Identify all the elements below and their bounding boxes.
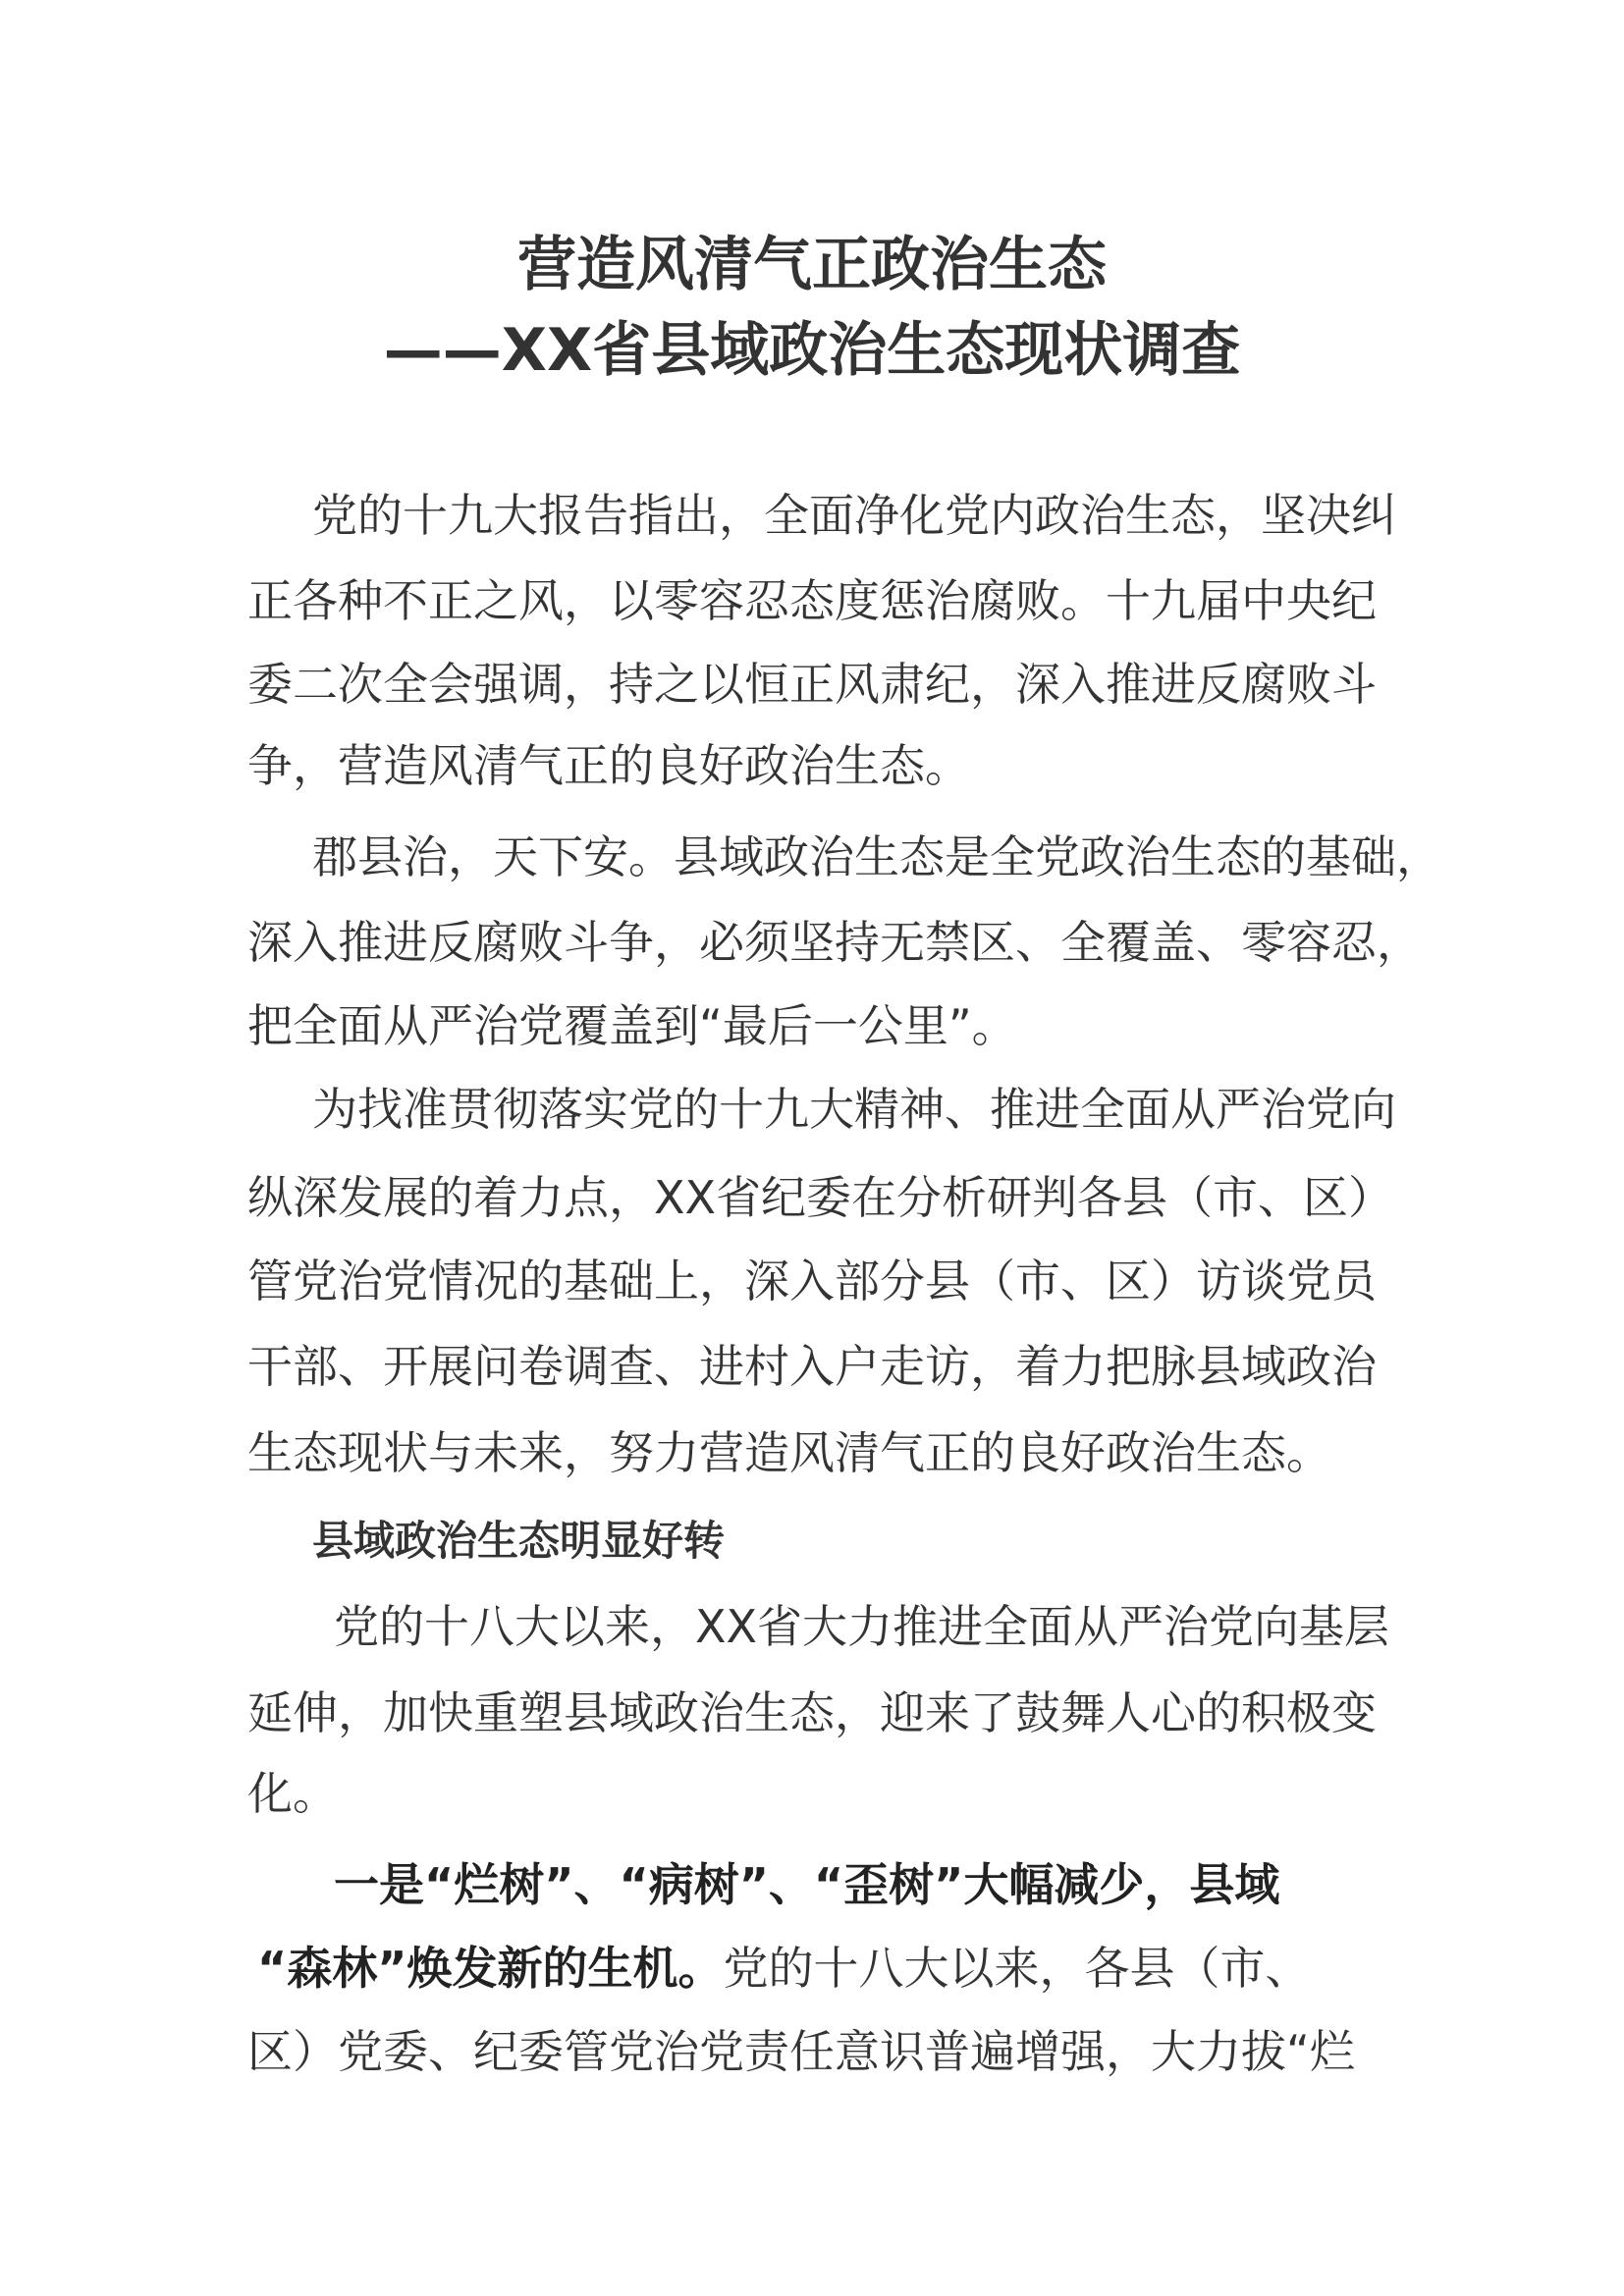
text-line: 管党治党情况的基础上，深入部分县（市、区）访谈党员 — [247, 1255, 1377, 1308]
text-line: 干部、开展问卷调查、进村入户走访，着力把脉县域政治 — [247, 1340, 1377, 1393]
text-segment: 党的十八大以来，各县（市、 — [723, 1942, 1311, 1995]
text-line: 委二次全会强调，持之以恒正风肃纪，深入推进反腐败斗 — [247, 658, 1377, 711]
title-subtitle: ——XX省县域政治生态现状调查 — [383, 316, 1241, 385]
text-line: 党的十九大报告指出，全面净化党内政治生态，坚决纠 — [312, 489, 1396, 542]
text-line: 化。 — [247, 1767, 338, 1820]
text-line: 郡县治，天下安。县域政治生态是全党政治生态的基础， — [312, 830, 1441, 883]
bold-lead: 一是“烂树”、“病树”、“歪树”大幅减少，县域 — [334, 1858, 1280, 1911]
text-line: 区）党委、纪委管党治党责任意识普遍增强，大力拔“烂 — [247, 2025, 1355, 2078]
text-line: 延伸，加快重塑县域政治生态，迎来了鼓舞人心的积极变 — [247, 1686, 1377, 1739]
section-heading: 县域政治生态明显好转 — [312, 1517, 726, 1565]
text-line: 纵深发展的着力点，XX省纪委在分析研判各县（市、区） — [247, 1171, 1394, 1224]
text-line: 党的十八大以来，XX省大力推进全面从严治党向基层 — [334, 1600, 1390, 1653]
text-line: 把全面从严治党覆盖到“最后一公里”。 — [247, 999, 1017, 1052]
bold-lead-cont: “森林”焕发新的生机。 — [257, 1942, 724, 1995]
text-line: 正各种不正之风，以零容忍态度惩治腐败。十九届中央纪 — [247, 574, 1377, 627]
text-line: 深入推进反腐败斗争，必须坚持无禁区、全覆盖、零容忍， — [247, 916, 1422, 969]
text-line: 为找准贯彻落实党的十九大精神、推进全面从严治党向 — [312, 1083, 1396, 1136]
text-line: 生态现状与未来，努力营造风清气正的良好政治生态。 — [247, 1426, 1331, 1479]
title-main: 营造风清气正政治生态 — [517, 231, 1107, 299]
text-line: 争，营造风清气正的良好政治生态。 — [247, 739, 970, 792]
